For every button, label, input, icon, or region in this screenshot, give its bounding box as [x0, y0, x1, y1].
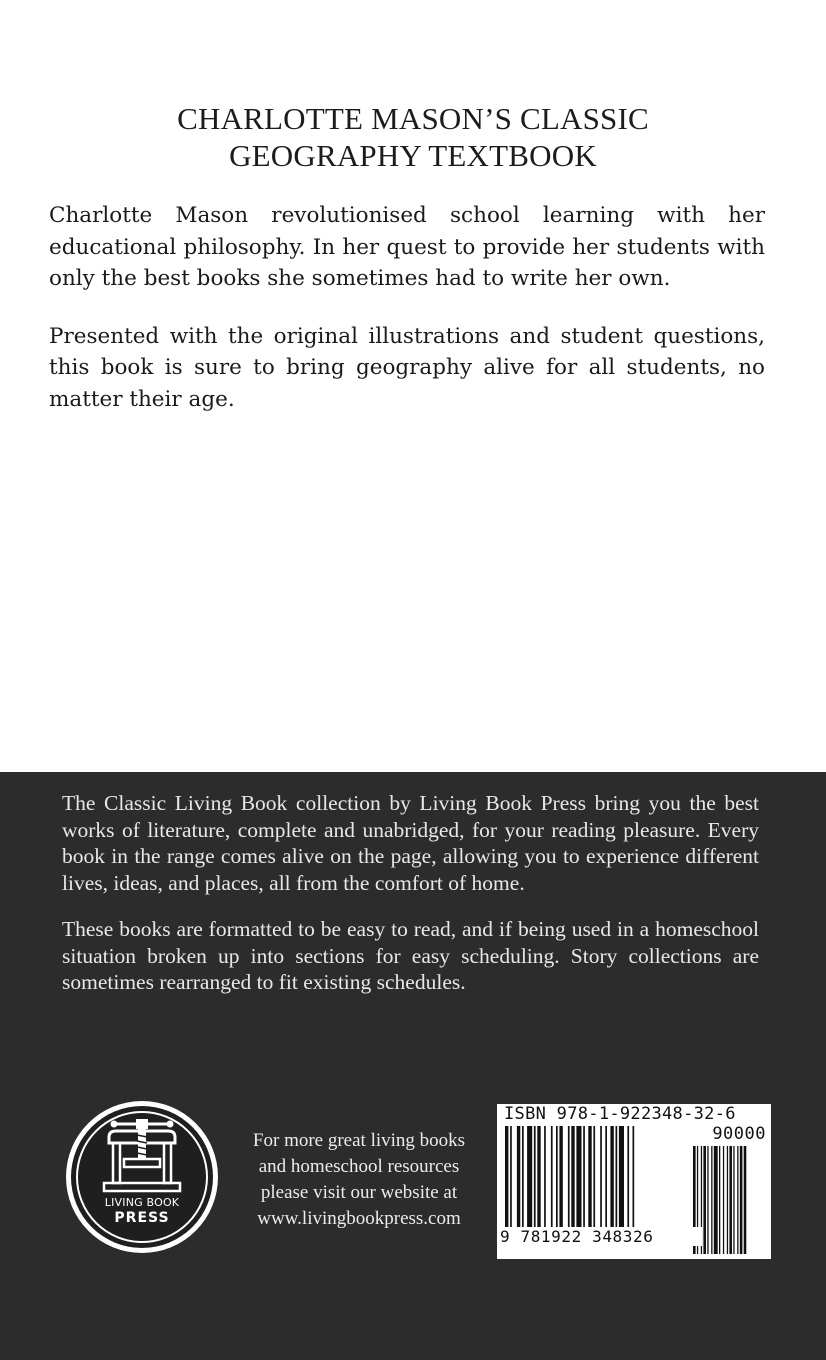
website-info-line3: please visit our website at — [260, 1182, 458, 1203]
book-title-line1: CHARLOTTE MASON’S CLASSIC — [177, 101, 649, 136]
barcode-panel — [497, 1104, 771, 1259]
price-code: 90000 — [712, 1124, 766, 1144]
description-paragraph-1: Charlotte Mason revolutionised school learning with her educational philosophy. In her quest to provide her students with only the best books she sometimes had to write her own. — [49, 203, 765, 291]
book-press-icon — [64, 1099, 220, 1255]
description-paragraph-2: Presented with the original illustrations and student questions, this book is sure to bring geography alive for all students, no matter their age. — [49, 323, 765, 412]
book-description — [49, 200, 765, 441]
addon-bar — [727, 1146, 728, 1254]
addon-bar — [744, 1146, 747, 1254]
publisher-logo — [64, 1099, 220, 1255]
isbn-digits: 9 781922 348326 — [500, 1227, 702, 1246]
website-info-line2: and homeschool resources — [258, 1156, 460, 1177]
addon-bar — [703, 1146, 706, 1254]
addon-bar — [729, 1146, 732, 1254]
publisher-band — [0, 772, 826, 1360]
blurb-paragraph-1: The Classic Living Book collection by Living Book Press bring you the best works of literature, complete and unabridged, for your reading pleasure. Every book in the range comes alive on the page, allowing you to experience different lives, ideas, and places, all from the comfort of home. — [62, 791, 759, 895]
website-url[interactable]: www.livingbookpress.com — [257, 1208, 461, 1229]
website-info — [230, 1128, 488, 1232]
addon-bar — [707, 1146, 708, 1254]
addon-bar — [714, 1146, 718, 1254]
isbn-label: ISBN 978-1-922348-32-6 — [504, 1104, 736, 1124]
website-info-line1: For more great living books — [252, 1130, 466, 1151]
addon-bar — [737, 1146, 738, 1254]
logo-text-line1: LIVING BOOK — [104, 1196, 180, 1209]
series-blurb — [62, 790, 759, 1016]
book-title — [0, 100, 826, 174]
blurb-paragraph-2: These books are formatted to be easy to read, and if being used in a homeschool situation broken up into sections for easy scheduling. Story collections are sometimes rearranged to fit existing schedules. — [62, 917, 759, 994]
addon-bar — [719, 1146, 720, 1254]
addon-bar — [711, 1146, 712, 1254]
addon-bar — [723, 1146, 724, 1254]
book-title-line2: GEOGRAPHY TEXTBOOK — [229, 138, 597, 173]
addon-bar — [740, 1146, 743, 1254]
addon-bar — [733, 1146, 734, 1254]
logo-text-line2: PRESS — [114, 1210, 170, 1226]
